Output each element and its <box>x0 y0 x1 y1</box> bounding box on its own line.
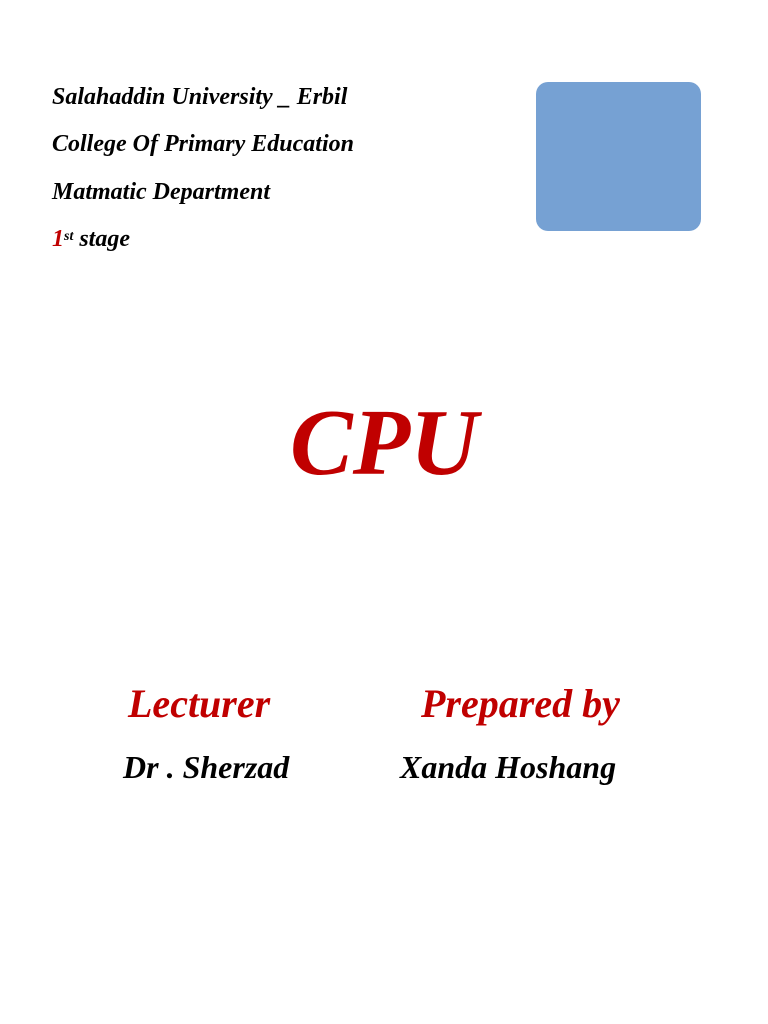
lecturer-name: Dr . Sherzad <box>123 749 290 785</box>
college-name: College Of Primary Education <box>52 131 354 157</box>
author-name: Xanda Hoshang <box>400 749 617 785</box>
stage-line <box>52 224 130 254</box>
university-name: Salahaddin University _ Erbil <box>52 84 348 110</box>
department-name: Matmatic Department <box>52 179 270 205</box>
stage-number: 1 <box>52 226 64 252</box>
lecturer-heading: Lecturer <box>128 681 271 726</box>
stage-label: stage <box>73 226 131 252</box>
stage-ordinal-suffix: st <box>64 229 74 244</box>
document-title: CPU <box>290 391 478 495</box>
logo-placeholder <box>536 82 701 231</box>
prepared-by-heading: Prepared by <box>421 681 620 726</box>
